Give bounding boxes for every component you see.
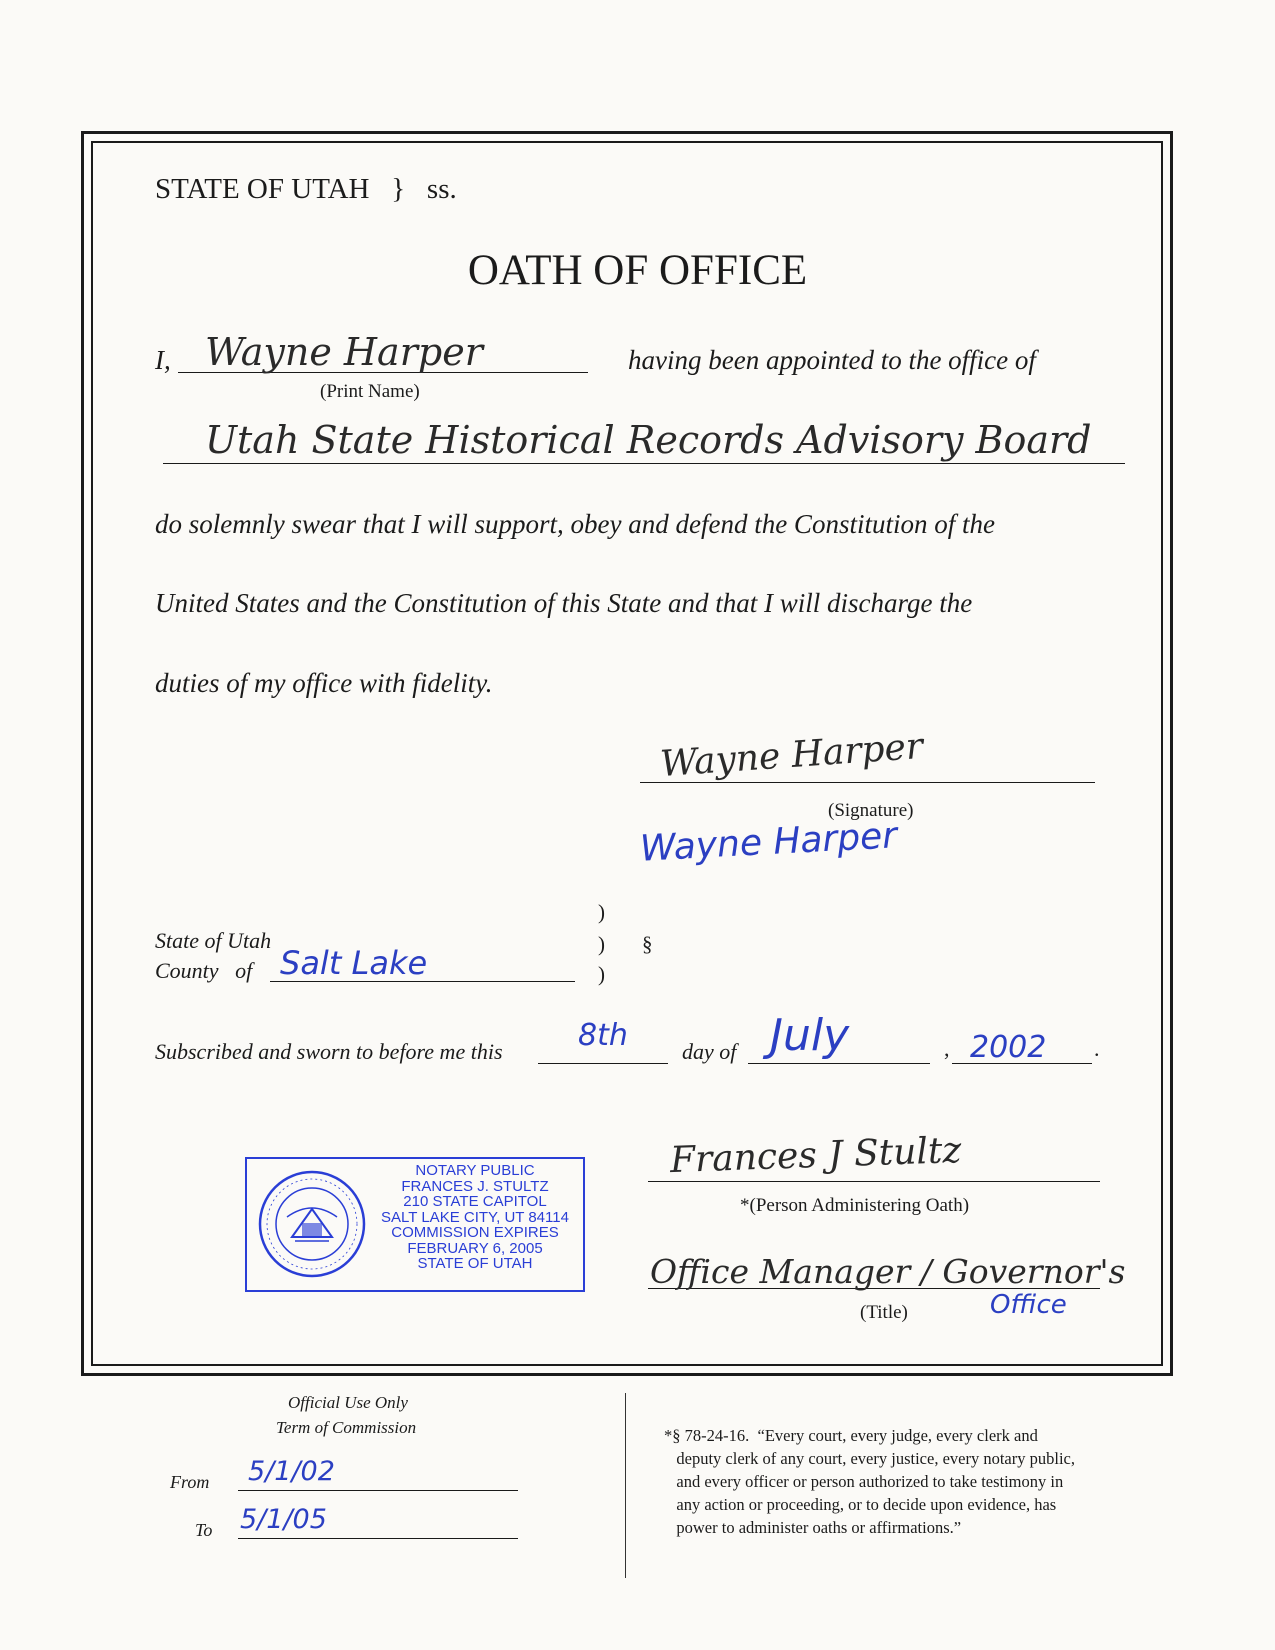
- venue-paren-2: ): [598, 932, 605, 956]
- day-of-text: day of: [682, 1039, 737, 1064]
- statute-note: *§ 78-24-16. “Every court, every judge, every clerk and deputy clerk of any court, every justice, every notary public, and every officer or person authorized to take testimony in any action or proceeding, or to decide upon evidence, has power to administer oaths or affirmations.”: [664, 1426, 1075, 1537]
- title-value-continued[interactable]: Office: [990, 1290, 1067, 1320]
- venue-state-label: State of Utah: [155, 928, 272, 953]
- venue-paren-1: ): [598, 900, 605, 924]
- state-label: STATE OF UTAH: [155, 173, 370, 205]
- signature-black[interactable]: Wayne Harper: [658, 725, 925, 786]
- signature-blue[interactable]: Wayne Harper: [639, 815, 899, 870]
- from-rule: [238, 1490, 518, 1491]
- term-of-commission-heading: Term of Commission: [276, 1418, 417, 1437]
- signature-caption: (Signature): [828, 800, 914, 821]
- stamp-line: COMMISSION EXPIRES: [391, 1224, 559, 1241]
- section-symbol: §: [642, 932, 653, 956]
- jurat-period: .: [1094, 1036, 1100, 1061]
- oath-line-3: duties of my office with fidelity.: [155, 668, 493, 698]
- oath-line-1: do solemnly swear that I will support, obey and defend the Constitution of the: [155, 509, 995, 539]
- stamp-line: SALT LAKE CITY, UT 84114: [381, 1208, 569, 1226]
- title-caption: (Title): [860, 1302, 908, 1323]
- subscribed-text: Subscribed and sworn to before me this: [155, 1039, 503, 1064]
- month-rule: [748, 1063, 930, 1064]
- stamp-line: FRANCES J. STULTZ: [401, 1177, 549, 1195]
- office-value[interactable]: Utah State Historical Records Advisory Board: [205, 418, 1092, 462]
- day-value[interactable]: 8th: [578, 1018, 628, 1053]
- print-name-caption: (Print Name): [320, 381, 420, 402]
- official-use-heading: Official Use Only: [288, 1393, 408, 1412]
- signature-rule: [640, 782, 1095, 783]
- venue-paren-3: ): [598, 962, 605, 986]
- stamp-line: FEBRUARY 6, 2005: [407, 1239, 543, 1257]
- appointed-text: having been appointed to the office of: [628, 345, 1036, 375]
- county-word: County: [155, 958, 219, 983]
- day-rule: [538, 1063, 668, 1064]
- to-rule: [238, 1538, 518, 1539]
- year-comma: ,: [944, 1036, 950, 1061]
- administering-rule: [648, 1181, 1100, 1182]
- from-value[interactable]: 5/1/02: [248, 1456, 335, 1487]
- stamp-text: [369, 1163, 581, 1272]
- office-rule: [163, 463, 1125, 464]
- ss-label: ss.: [426, 173, 457, 205]
- from-label: From: [170, 1472, 210, 1492]
- stamp-line: NOTARY PUBLIC: [415, 1162, 535, 1179]
- notary-stamp: [245, 1157, 585, 1292]
- stamp-line: 210 STATE CAPITOL: [403, 1193, 547, 1210]
- to-label: To: [195, 1520, 213, 1540]
- county-value[interactable]: Salt Lake: [280, 944, 428, 982]
- venue-county-label: [155, 958, 252, 984]
- title-value[interactable]: Office Manager / Governor's: [650, 1252, 1126, 1291]
- oath-line-2: United States and the Constitution of this State and that I will discharge the: [155, 588, 973, 618]
- page-title: OATH OF OFFICE: [467, 247, 808, 294]
- year-value[interactable]: 2002: [970, 1030, 1047, 1065]
- to-value[interactable]: 5/1/05: [240, 1504, 327, 1535]
- administering-signature[interactable]: Frances J Stultz: [669, 1129, 962, 1182]
- brace: }: [391, 173, 406, 205]
- print-name-value[interactable]: Wayne Harper: [205, 330, 483, 374]
- month-value[interactable]: July: [770, 1010, 850, 1061]
- state-seal-icon: [257, 1169, 367, 1279]
- administering-caption: *(Person Administering Oath): [740, 1195, 970, 1216]
- stamp-line: STATE OF UTAH: [417, 1255, 533, 1272]
- state-heading: [155, 173, 457, 206]
- footer-divider: [625, 1393, 626, 1578]
- oath-pronoun: I,: [155, 345, 171, 375]
- county-of-word: of: [235, 958, 253, 983]
